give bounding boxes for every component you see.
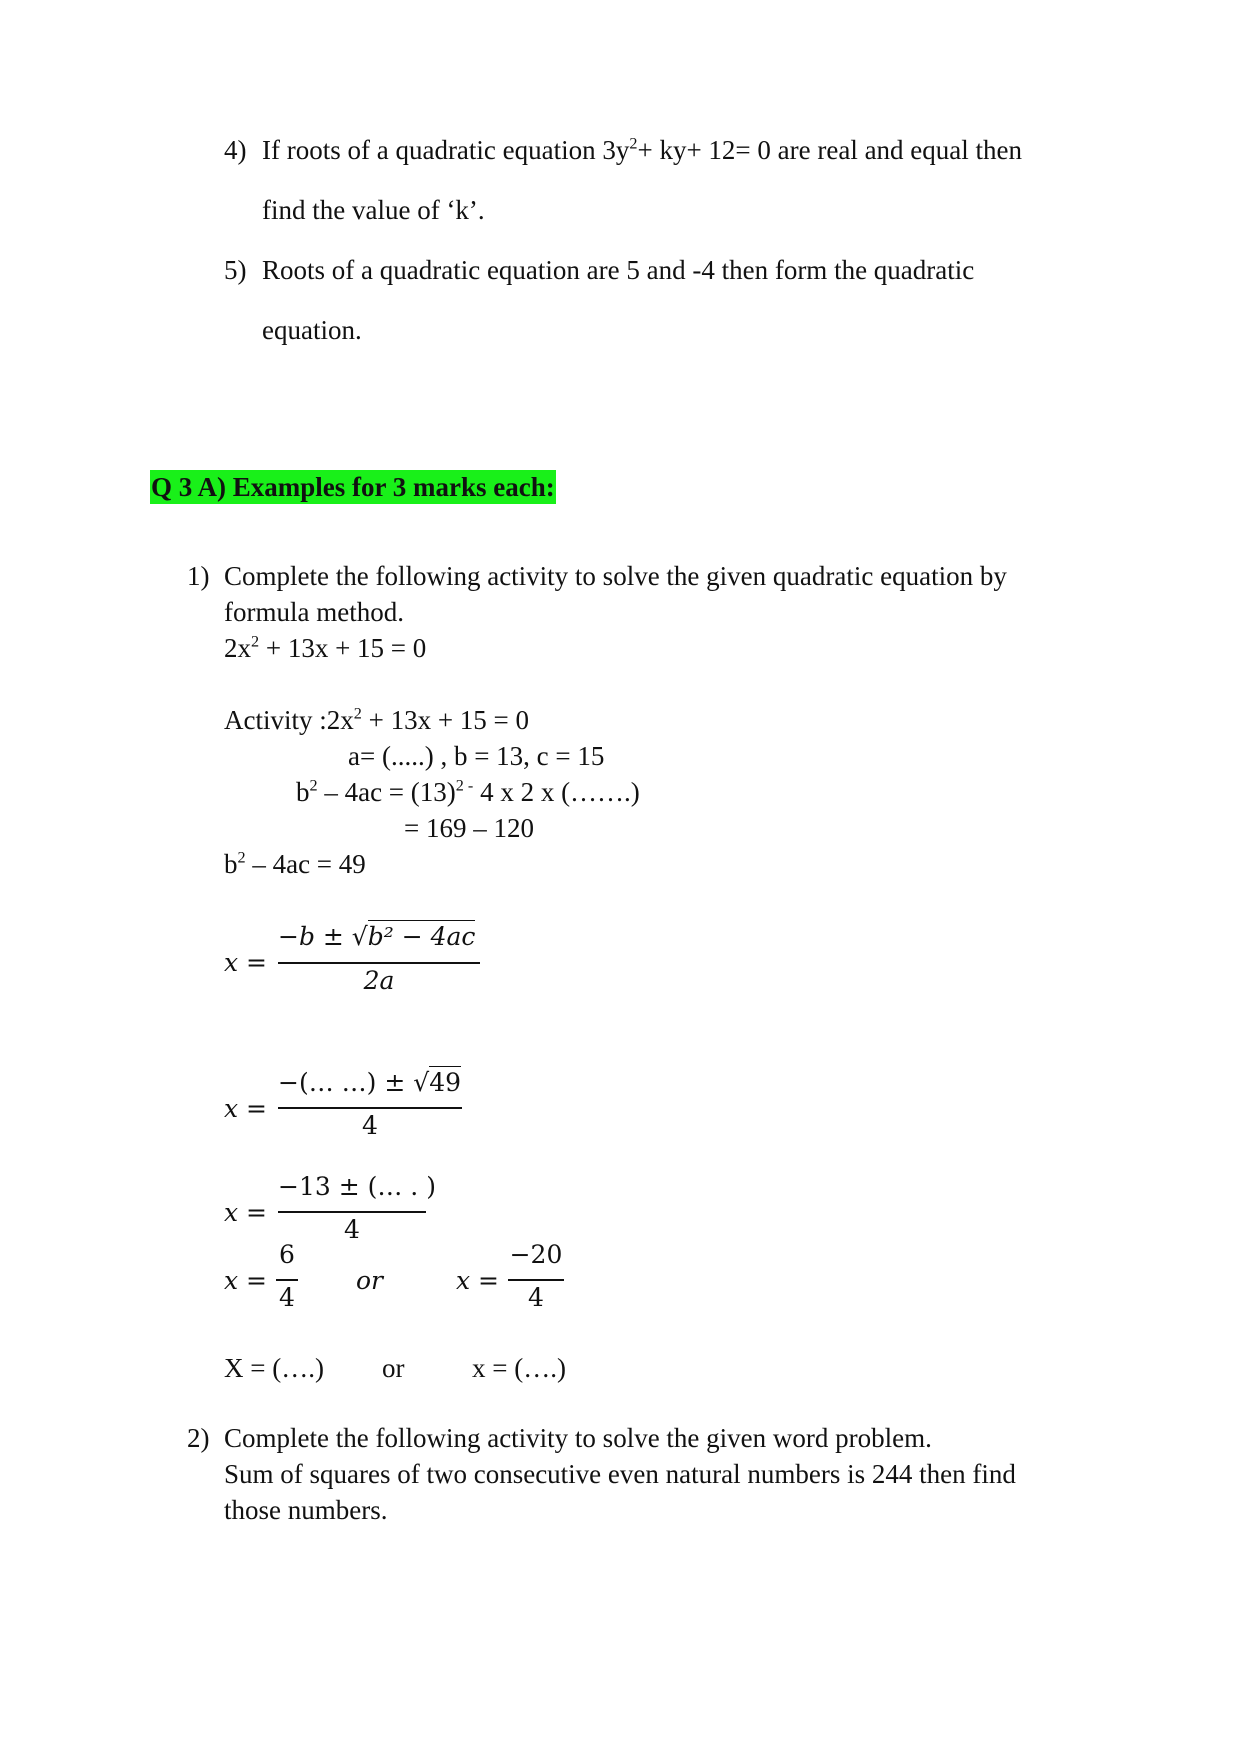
step3-fraction-bar-1 — [276, 1279, 298, 1281]
step2-fraction-bar — [278, 1211, 426, 1213]
answer-left: X = (….) — [224, 1353, 324, 1383]
item-5-line1: Roots of a quadratic equation are 5 and -4 then form the quadratic — [262, 255, 975, 285]
step3-denominator-1: 4 — [279, 1283, 295, 1312]
step1-lhs: x = — [224, 1094, 267, 1123]
q1-discriminant-result: $b^2 - 4ac = 49$ — [224, 848, 366, 879]
step3-numerator-1: 6 — [279, 1240, 295, 1269]
formula-denominator: 2a — [363, 966, 395, 995]
answer-or: or — [382, 1353, 405, 1383]
q1-discriminant: $b^2 - 4ac = (13)^{2 -}$ 4 x 2 x (…….) — [296, 776, 640, 807]
item-4-number: 4) — [224, 135, 247, 165]
q1-number: 1) — [187, 561, 210, 591]
section-heading: Q 3 A) Examples for 3 marks each: — [151, 472, 555, 502]
step2-numerator: −13 ± (… . ) — [278, 1172, 436, 1201]
step2-lhs: x = — [224, 1198, 267, 1227]
step3-lhs-1: x = — [224, 1266, 267, 1295]
q1-line1: Complete the following activity to solve the given quadratic equation by — [224, 561, 1007, 591]
item-5-line2: equation. — [262, 315, 362, 345]
q1-activity: Activity $:2x^2 + 13x + 15 = 0$ — [224, 704, 530, 735]
q2-line2: Sum of squares of two consecutive even natural numbers is 244 then find — [224, 1459, 1016, 1489]
step1-numerator: −(… …) ± √49 — [278, 1068, 461, 1097]
q1-discriminant-calc: = 169 – 120 — [404, 813, 534, 843]
item-4-line2: find the value of ‘k’. — [262, 195, 485, 225]
q1-equation: $2x^2 + 13x + 15 = 0$ — [224, 632, 427, 663]
step3-numerator-2: −20 — [509, 1240, 563, 1269]
step3-or: or — [356, 1266, 384, 1295]
formula-lhs: x = — [224, 948, 267, 977]
step3-denominator-2: 4 — [528, 1283, 544, 1312]
formula-numerator: −b ± √b² − 4ac — [278, 922, 476, 951]
item-4-line1: If roots of a quadratic equation $3y^2+ ky+ 12= 0$ are real and equal then — [262, 134, 1023, 165]
step2-denominator: 4 — [344, 1215, 360, 1244]
q1-line2: formula method. — [224, 597, 404, 627]
answer-right: x = (….) — [472, 1353, 566, 1383]
step1-fraction-bar — [278, 1107, 462, 1109]
q2-number: 2) — [187, 1423, 210, 1453]
q2-line1: Complete the following activity to solve the given word problem. — [224, 1423, 932, 1453]
step3-lhs-2: x = — [456, 1266, 499, 1295]
formula-fraction-bar — [278, 962, 480, 964]
step1-denominator: 4 — [362, 1111, 378, 1140]
step3-fraction-bar-2 — [508, 1279, 564, 1281]
q1-coefficients: a= (.....) , b = 13, c = 15 — [348, 741, 605, 771]
q2-line3: those numbers. — [224, 1495, 388, 1525]
item-5-number: 5) — [224, 255, 247, 285]
